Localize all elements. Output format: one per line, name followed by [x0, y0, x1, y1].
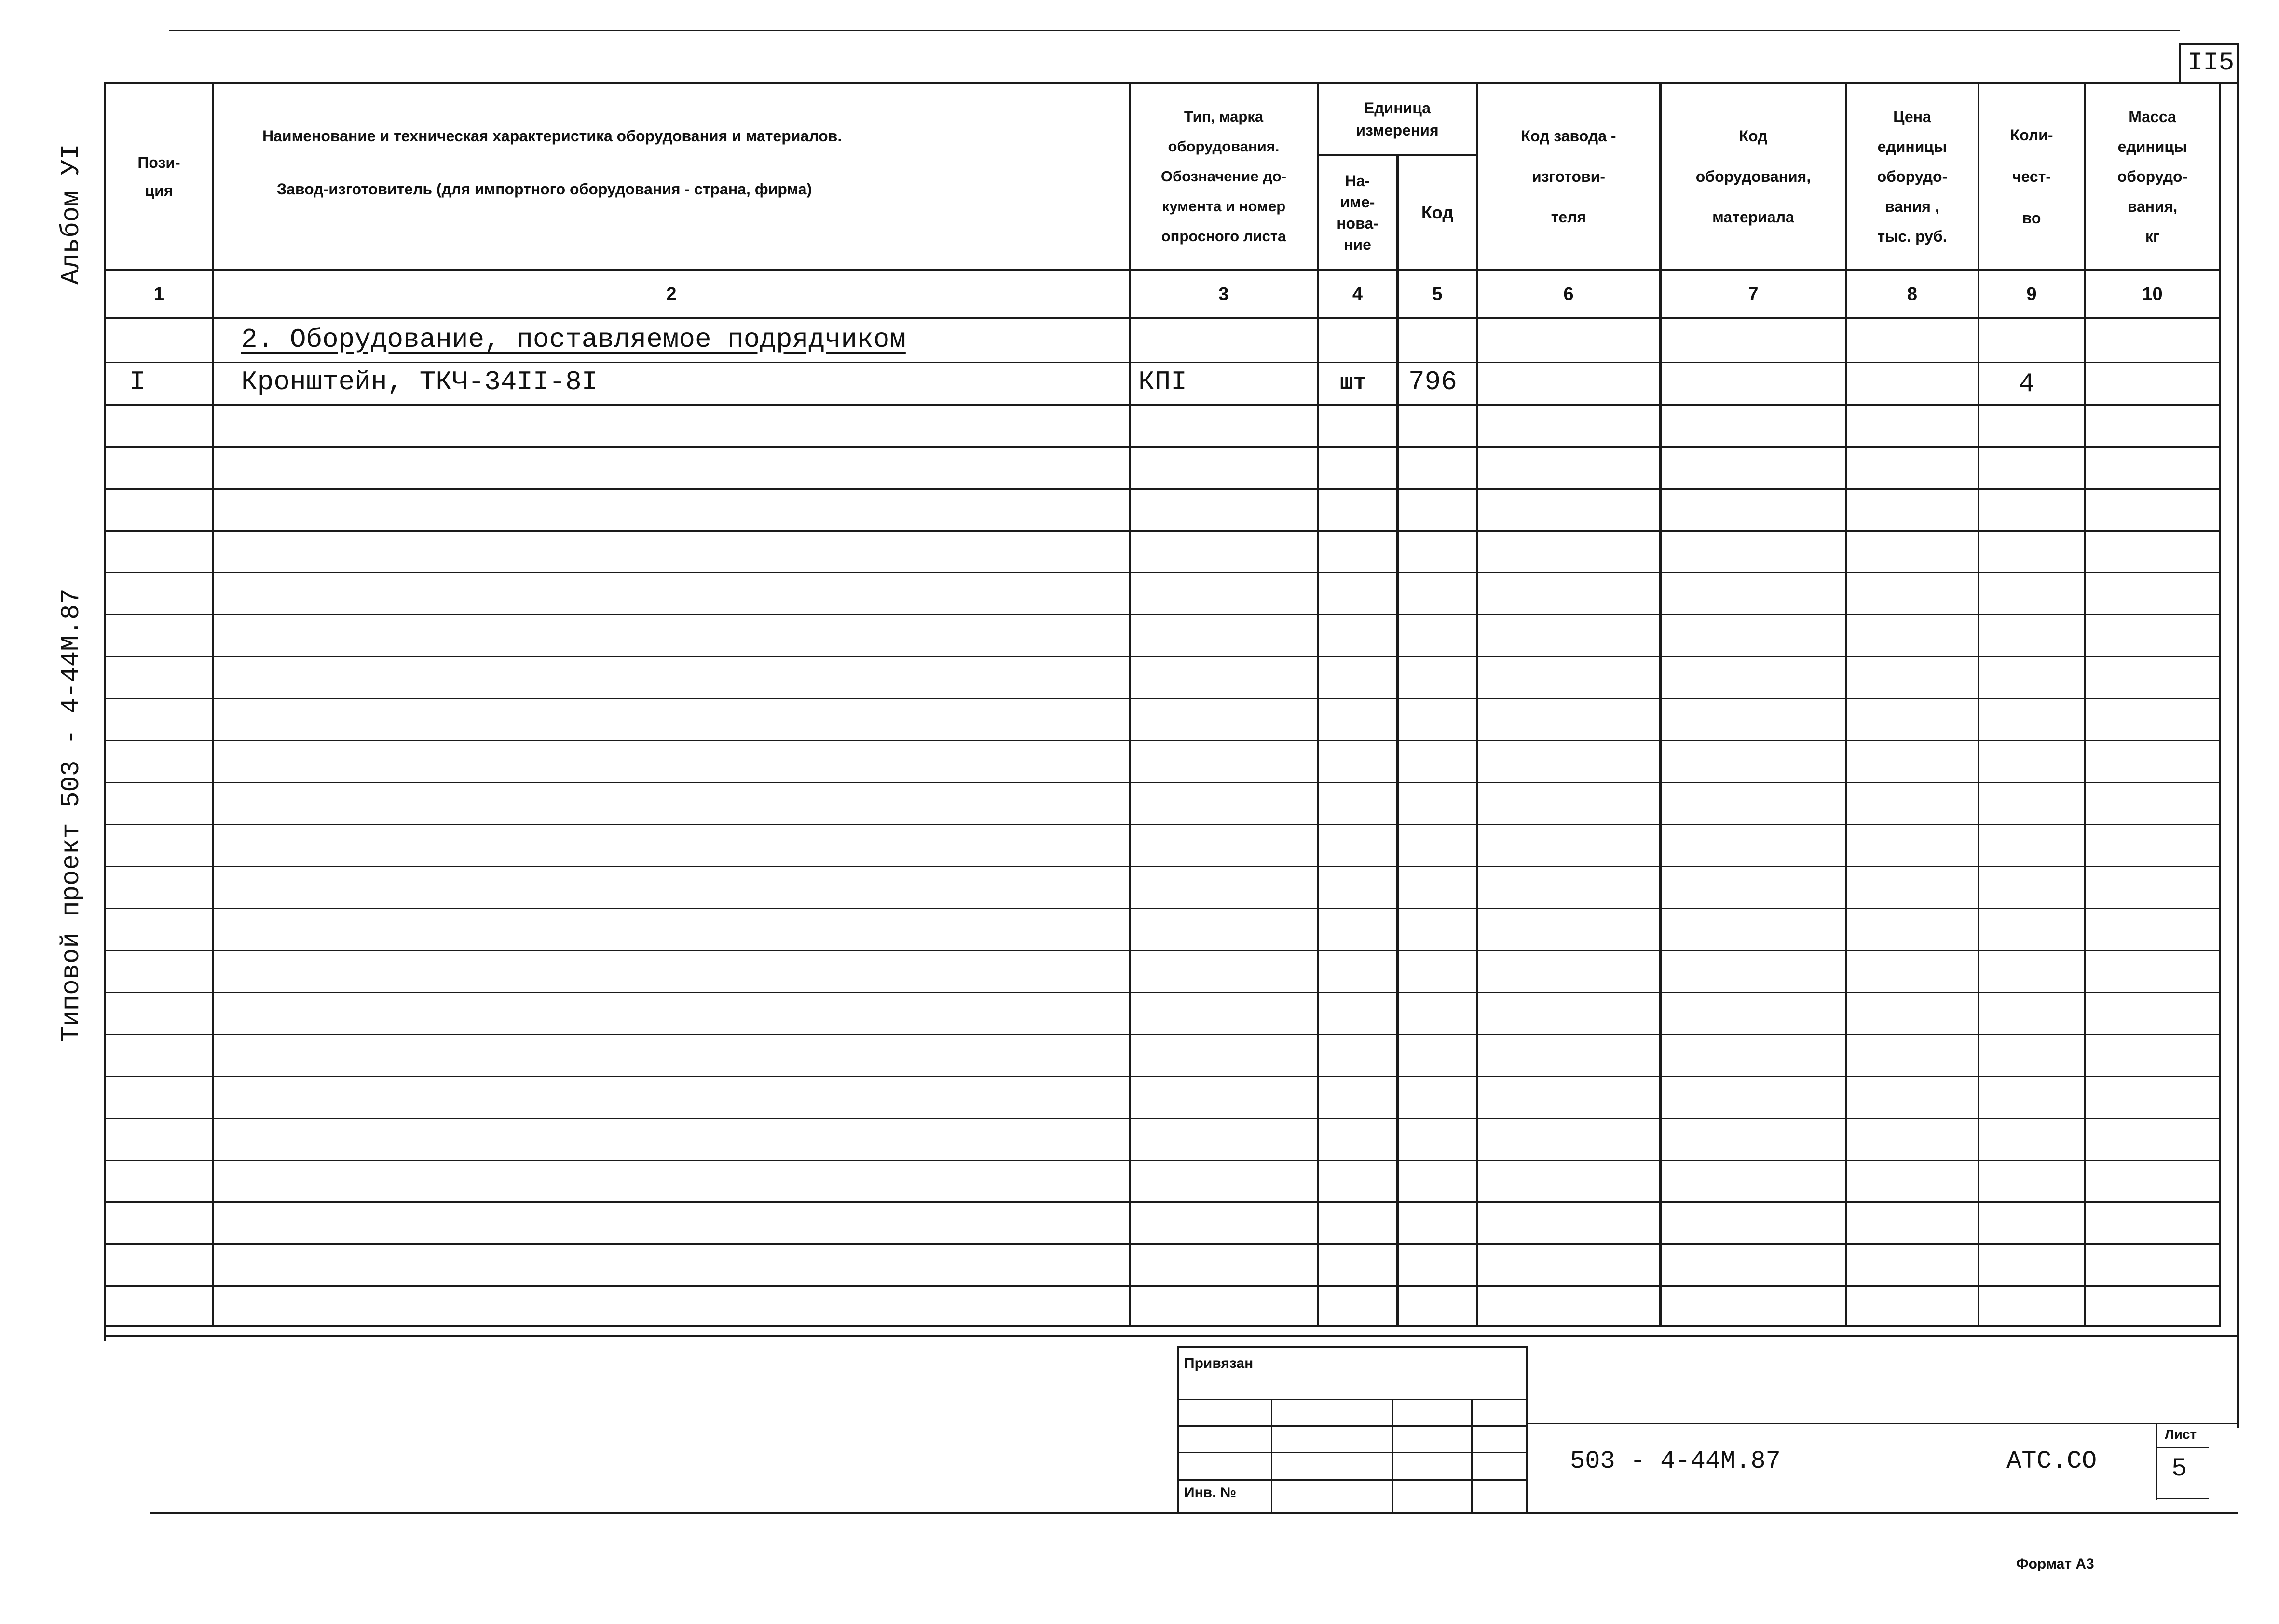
colnum-7: 7: [1748, 284, 1759, 304]
row-quantity: 4: [2019, 368, 2035, 399]
colnum-10: 10: [2142, 284, 2163, 304]
row-unit-code: 796: [1408, 367, 1457, 397]
colnum-5: 5: [1432, 284, 1443, 304]
header-name-line1: Наименование и техническая характеристика оборудования и материалов.: [262, 127, 842, 145]
header-quantity: Коли- чест- во: [2010, 126, 2053, 227]
colnum-3: 3: [1218, 284, 1229, 304]
header-type: Тип, марка оборудования. Обозначение до- кумента и номер опросного листа: [1160, 108, 1287, 245]
format-label: Формат А3: [2016, 1556, 2094, 1572]
colnum-6: 6: [1563, 284, 1574, 304]
header-unit-group: Единица измерения: [1356, 99, 1439, 139]
doc-code: АТС.СО: [2006, 1447, 2097, 1475]
side-project-label: Типовой проект 503 - 4-44М.87: [57, 588, 86, 1042]
header-price: Цена единицы оборудо- вания , тыс. руб.: [1877, 108, 1948, 245]
header-unit-name: На- име- нова- ние: [1337, 172, 1378, 253]
row-name: Кронштейн, ТКЧ-34II-8I: [241, 367, 598, 397]
colnum-2: 2: [666, 284, 677, 304]
colnum-4: 4: [1352, 284, 1363, 304]
header-position: Пози- ция: [137, 154, 180, 199]
stamp-inv-label: Инв. №: [1184, 1485, 1237, 1501]
colnum-9: 9: [2026, 284, 2037, 304]
page-number: II5: [2187, 48, 2235, 78]
stamp-bound-label: Привязан: [1184, 1355, 1254, 1371]
colnum-8: 8: [1907, 284, 1918, 304]
colnum-1: 1: [153, 284, 164, 304]
header-unit-code: Код: [1421, 202, 1454, 222]
header-equipment-code: Код оборудования, материала: [1695, 127, 1811, 226]
header-mass: Масса единицы оборудо- вания, кг: [2117, 108, 2188, 245]
header-name: [214, 84, 1129, 269]
row-unit-name: шт: [1340, 370, 1367, 396]
header-factory-code: Код завода - изготови- теля: [1521, 127, 1616, 226]
doc-number: 503 - 4-44М.87: [1570, 1447, 1781, 1475]
row-type: КПI: [1138, 367, 1187, 397]
sheet-number: 5: [2171, 1454, 2187, 1484]
row-position: I: [129, 367, 146, 397]
section-title: 2. Оборудование, поставляемое подрядчиком: [241, 324, 906, 355]
sheet-label: Лист: [2165, 1427, 2197, 1442]
side-album-label: Альбом УI: [57, 144, 86, 285]
header-name-line2: Завод-изготовитель (для импортного оборудования - страна, фирма): [277, 180, 812, 198]
